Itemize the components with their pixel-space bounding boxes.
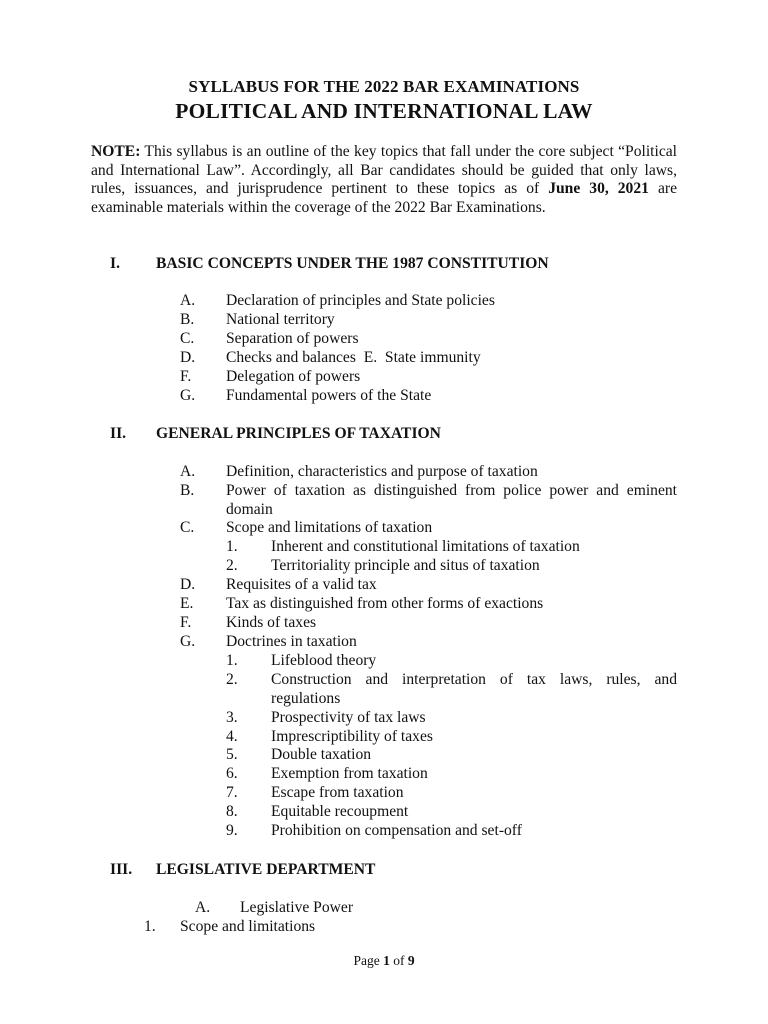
item-text: Definition, characteristics and purpose of taxation [226,463,538,480]
sub-item-text: Inherent and constitutional limitations of taxation [271,538,580,555]
sub-item-number: 3. [226,709,238,726]
sub-item-number: 2. [226,557,238,574]
item-text: Fundamental powers of the State [226,387,432,404]
item-text: Tax as distinguished from other forms of exactions [226,595,544,612]
sub-item-text: Double taxation [271,746,372,763]
item-letter: E. [180,595,194,612]
sub-item-text: Lifeblood theory [271,652,377,669]
item-text: Requisites of a valid tax [226,576,377,593]
section-number: III. [110,861,133,878]
sub-item-number: 5. [226,746,238,763]
item-letter: C. [180,519,195,536]
item-letter: B. [180,482,195,499]
section-title: GENERAL PRINCIPLES OF TAXATION [156,425,441,442]
sub-item-number: 7. [226,784,238,801]
note-text-1: This syllabus is an outline of the key topics that fall under the core subject “Political and International Law”. Accordingly, all Bar candidates should be guided that only laws, rules, issuances, and jurisprudence pertinent to these topics as of [91,143,677,197]
item-text: Doctrines in taxation [226,633,357,650]
sub-item-text: Territoriality principle and situs of taxation [271,557,540,574]
current-page-number: 1 [383,953,390,968]
item-text: Declaration of principles and State policies [226,292,495,309]
item-text: Legislative Power [240,899,354,916]
footer-middle: of [389,953,408,968]
note-label: NOTE: [91,143,141,160]
item-letter: C. [180,330,195,347]
item-letter: G. [180,387,196,404]
sub-item-number: 8. [226,803,238,820]
sub-item-text: Prospectivity of tax laws [271,709,426,726]
sub-item-text: Construction and interpretation of tax laws, rules, and regulations [271,671,677,707]
sub-item-number: 6. [226,765,238,782]
sub-item-number: 4. [226,728,238,745]
item-letter: A. [180,463,196,480]
item-text: Kinds of taxes [226,614,317,631]
note-date: June 30, 2021 [548,180,649,197]
sub-item-number: 1. [226,652,238,669]
subject-title: POLITICAL AND INTERNATIONAL LAW [175,99,593,123]
sub-item-number: 2. [226,671,238,688]
item-text: Delegation of powers [226,368,361,385]
item-letter: F. [180,368,192,385]
sub-item-text: Prohibition on compensation and set-off [271,822,522,839]
item-letter: D. [180,349,196,366]
sub-item-text: Exemption from taxation [271,765,428,782]
page-number-footer [0,953,768,969]
item-text: Separation of powers [226,330,359,347]
item-letter: G. [180,633,196,650]
footer-prefix: Page [353,953,384,968]
sub-item-text: Scope and limitations [180,918,316,935]
section-number: II. [110,425,127,442]
total-page-count: 9 [407,953,415,968]
item-text: Checks and balances E. State immunity [226,349,481,366]
item-letter: A. [195,899,211,916]
sub-item-text: Imprescriptibility of taxes [271,728,433,745]
item-text: Scope and limitations of taxation [226,519,433,536]
sub-item-number: 9. [226,822,238,839]
sub-item-number: 1. [144,918,156,935]
section-title: LEGISLATIVE DEPARTMENT [156,861,376,878]
section-number: I. [110,255,120,272]
item-letter: B. [180,311,195,328]
item-letter: A. [180,292,196,309]
syllabus-heading: SYLLABUS FOR THE 2022 BAR EXAMINATIONS [188,77,580,96]
item-letter: D. [180,576,196,593]
item-text: National territory [226,311,335,328]
sub-item-text: Escape from taxation [271,784,404,801]
item-text: Power of taxation as distinguished from police power and eminent domain [226,482,677,518]
sub-item-text: Equitable recoupment [271,803,409,820]
sub-item-number: 1. [226,538,238,555]
note-paragraph [91,143,677,217]
item-letter: F. [180,614,192,631]
note-text-2: are examinable materials within the coverage of the 2022 Bar Examinations. [91,180,677,216]
section-title: BASIC CONCEPTS UNDER THE 1987 CONSTITUTION [156,255,549,272]
